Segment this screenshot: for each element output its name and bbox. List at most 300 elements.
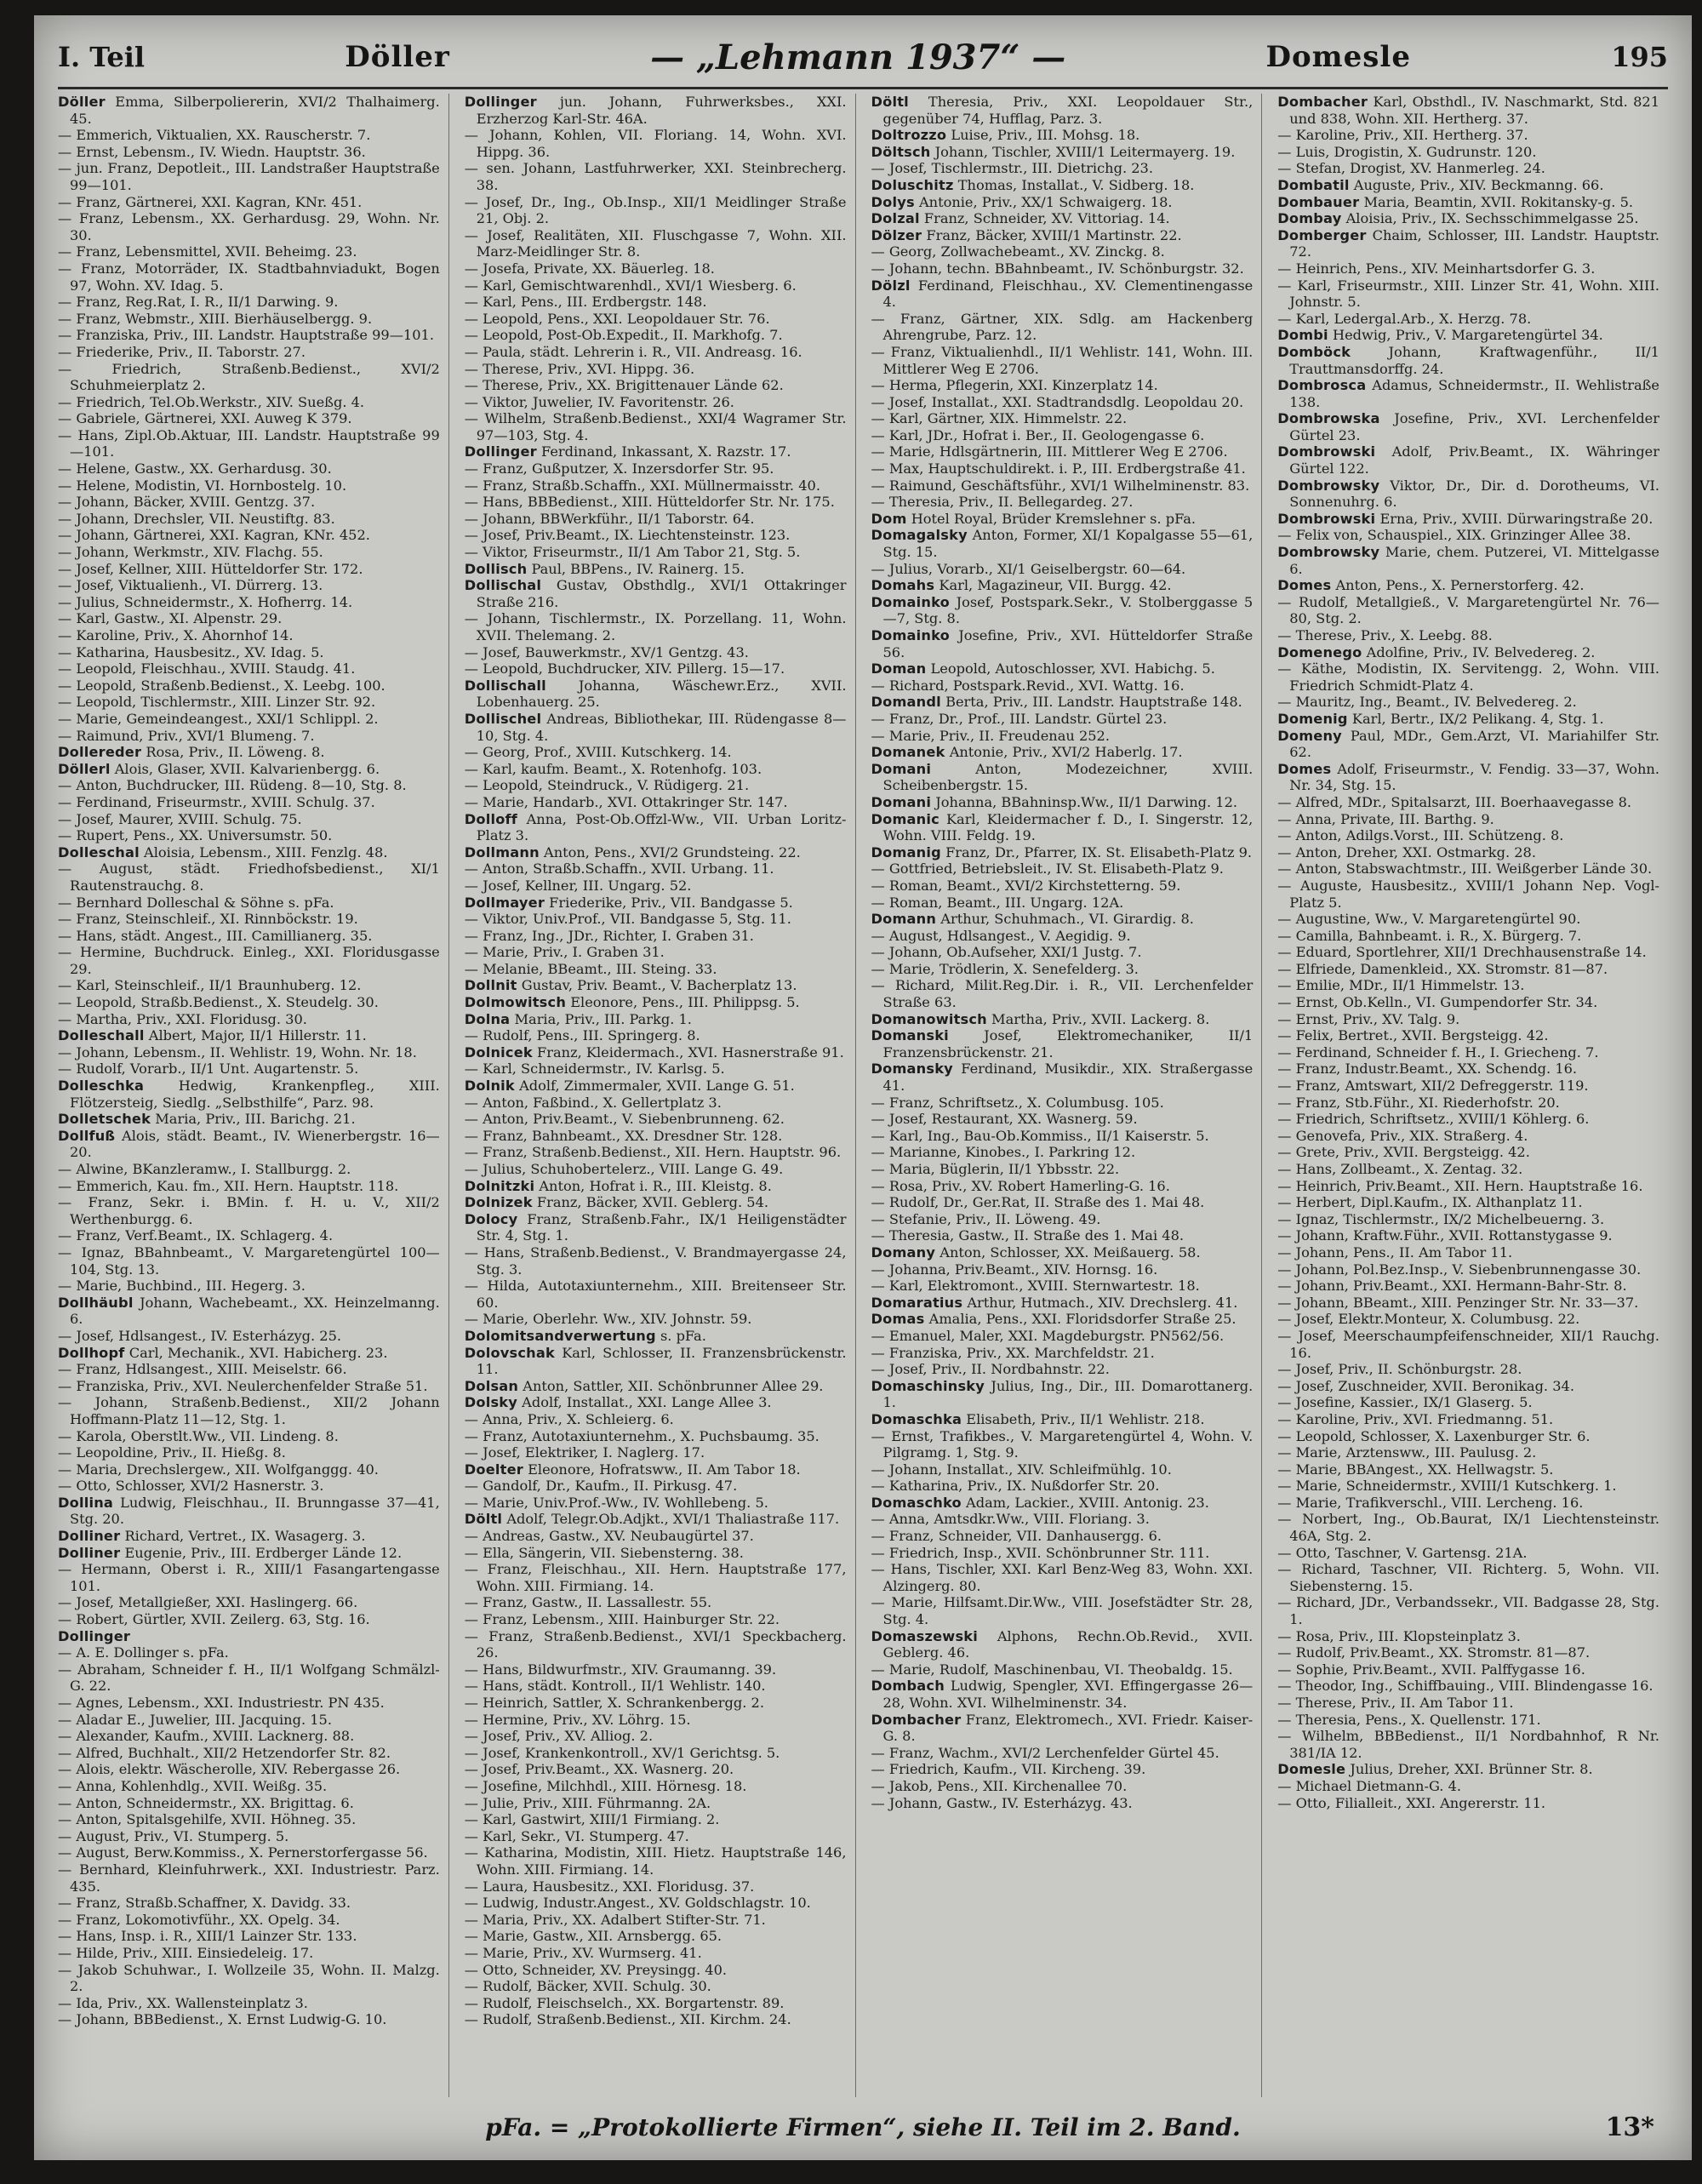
- directory-entry: [58, 994, 440, 1011]
- directory-entry: [58, 1761, 440, 1778]
- directory-entry: [871, 1361, 1254, 1378]
- entry-surname: Doltrozzo: [871, 127, 947, 144]
- directory-entry: [871, 177, 1254, 194]
- directory-entry: [58, 594, 440, 611]
- directory-entry: [871, 895, 1254, 912]
- entry-surname: Dombacher: [871, 1711, 962, 1728]
- entry-text: — Bernhard, Kleinfuhrwerk., XXI. Industriestr. Parz. 435.: [58, 1861, 440, 1895]
- entry-text: — Anton, Stabswachtmstr., III. Weißgerber Lände 30.: [1277, 860, 1653, 878]
- directory-entry: [465, 277, 847, 294]
- directory-entry: [871, 1095, 1254, 1112]
- entry-text: — Helene, Gastw., XX. Gerhardusg. 30.: [58, 460, 332, 477]
- entry-text: — Franz, Straßenb.Bedienst., XII. Hern. Hauptstr. 96.: [464, 1144, 842, 1161]
- entry-text: — Marianne, Kinobes., I. Parkring 12.: [871, 1144, 1136, 1161]
- entry-text: — Josef, Metallgießer, XXI. Haslingerg. 66.: [58, 1594, 358, 1611]
- entry-text: — Josefine, Kassier., IX/1 Glaserg. 5.: [1277, 1394, 1533, 1411]
- page-header: [58, 27, 1668, 89]
- entry-text: — Anton, Buchdrucker, III. Rüdeng. 8—10, Stg. 8.: [58, 777, 407, 794]
- entry-text: — Johann, BBBedienst., X. Ernst Ludwig-G. 10.: [58, 2011, 387, 2028]
- entry-text: — Andreas, Gastw., XV. Neubaugürtel 37.: [464, 1528, 754, 1545]
- directory-entry: [58, 677, 440, 695]
- entry-text: — Otto, Taschner, V. Gartensg. 21A.: [1277, 1544, 1528, 1561]
- directory-entry: [465, 944, 847, 961]
- directory-entry: [871, 1411, 1254, 1428]
- entry-surname: Dollnit: [464, 977, 517, 994]
- directory-entry: [1277, 1078, 1659, 1095]
- directory-entry: [465, 194, 847, 227]
- directory-entry: [58, 327, 440, 344]
- directory-entry: [1277, 1244, 1659, 1261]
- directory-entry: [871, 1345, 1254, 1362]
- entry-text: — Karl, Elektromont., XVIII. Sternwartestr. 18.: [871, 1278, 1200, 1295]
- directory-entry: [465, 311, 847, 328]
- entry-text: Karl, Schlosser, II. Franzensbrückenstr. 11.: [476, 1344, 847, 1378]
- entry-text: — Karl, Sekr., VI. Stumperg. 47.: [464, 1827, 689, 1844]
- directory-entry: [871, 761, 1254, 794]
- entry-text: — Richard, Milit.Reg.Dir. i. R., VII. Lerchenfelder Straße 63.: [871, 977, 1254, 1011]
- directory-entry: [58, 761, 440, 778]
- directory-entry: [871, 1227, 1254, 1244]
- entry-text: — Johann, Pens., II. Am Tabor 11.: [1277, 1244, 1513, 1261]
- entry-text: Johann, Tischler, XVIII/1 Leitermayerg. 19.: [934, 143, 1236, 160]
- entry-text: — Friedrich, Straßenb.Bedienst., XVI/2 Schuhmeierplatz 2.: [58, 360, 440, 394]
- entry-surname: Dombrowsky: [1277, 544, 1380, 561]
- entry-text: Adolfine, Priv., IV. Belvedereg. 2.: [1366, 643, 1596, 660]
- entry-surname: Döltsch: [871, 143, 931, 160]
- directory-entry: [58, 1478, 440, 1495]
- entry-text: — Luis, Drogistin, X. Gudrunstr. 120.: [1277, 143, 1537, 160]
- entry-text: Antonie, Priv., XX/1 Schwaigerg. 18.: [918, 193, 1173, 210]
- entry-text: — Bernhard Dolleschal & Söhne s. pFa.: [58, 894, 334, 911]
- directory-entry: [58, 394, 440, 411]
- entry-text: — Marie, Priv., XV. Wurmserg. 41.: [464, 1944, 702, 1961]
- directory-entry: [465, 994, 847, 1011]
- directory-entry: [465, 1345, 847, 1378]
- entry-surname: Dolnitzki: [464, 1177, 535, 1194]
- entry-text: Adolf, Zimmermaler, XVII. Lange G. 51.: [519, 1078, 795, 1095]
- directory-entry: [465, 860, 847, 878]
- directory-entry: [871, 1194, 1254, 1211]
- entry-text: — Franz, Hdlsangest., XIII. Meiselstr. 66.: [58, 1361, 347, 1378]
- entry-text: — Friedrich, Kaufm., VII. Kircheng. 39.: [871, 1761, 1146, 1778]
- directory-entry: [58, 911, 440, 928]
- entry-text: — Emmerich, Kau. fm., XII. Hern. Hauptstr. 118.: [58, 1177, 399, 1194]
- directory-entry: [465, 344, 847, 361]
- directory-entry: [871, 1295, 1254, 1312]
- directory-entry: [871, 561, 1254, 578]
- directory-entry: [465, 811, 847, 844]
- directory-entry: [465, 677, 847, 711]
- entry-surname: Dollinger: [58, 1627, 131, 1644]
- entry-text: Elisabeth, Priv., II/1 Wehlistr. 218.: [966, 1410, 1205, 1427]
- directory-entry: [465, 1378, 847, 1395]
- entry-text: Maria, Priv., III. Parkg. 1.: [514, 1010, 692, 1027]
- entry-text: — Robert, Gürtler, XVII. Zeilerg. 63, Stg. 16.: [58, 1611, 370, 1628]
- entry-text: — Josef, Maurer, XVIII. Schulg. 75.: [58, 810, 302, 827]
- entry-surname: Dombrowska: [1277, 410, 1380, 427]
- directory-entry: [58, 194, 440, 211]
- entry-text: — Karl, Gemischtwarenhdl., XVI/1 Wiesberg. 6.: [464, 277, 797, 294]
- entry-text: — Ferdinand, Friseurmstr., XVIII. Schulg. 37.: [58, 793, 375, 810]
- entry-text: Aloisia, Lebensm., XIII. Fenzlg. 48.: [144, 843, 388, 860]
- entry-surname: Dolsky: [464, 1394, 518, 1411]
- directory-entry: [58, 260, 440, 294]
- entry-text: Adolf, Friseurmstr., V. Fendig. 33—37, Wohn. Nr. 34, Stg. 15.: [1289, 760, 1659, 794]
- directory-entry: [58, 344, 440, 361]
- directory-entry: [1277, 277, 1659, 311]
- directory-entry: [1277, 1628, 1659, 1645]
- directory-entry: [871, 1761, 1254, 1778]
- entry-text: Anton, Sattler, XII. Schönbrunner Allee 29.: [523, 1377, 824, 1394]
- directory-entry: [58, 210, 440, 243]
- directory-entry: [871, 1461, 1254, 1478]
- directory-entry: [58, 2011, 440, 2028]
- entry-text: — Josef, Hdlsangest., IV. Esterházyg. 25.: [58, 1327, 342, 1344]
- directory-entry: [871, 1011, 1254, 1028]
- entry-text: — Josef, Priv.Beamt., XX. Wasnerg. 20.: [464, 1761, 734, 1778]
- entry-text: — Eduard, Sportlehrer, XII/1 Drechhausenstraße 14.: [1277, 944, 1647, 961]
- entry-surname: Dollereder: [58, 744, 142, 761]
- entry-text: — Leopold, Steindruck., V. Rüdigerg. 21.: [464, 777, 750, 794]
- directory-entry: [871, 527, 1254, 560]
- entry-text: — Katharina, Modistin, XIII. Hietz. Hauptstraße 146, Wohn. XIII. Firmiang. 14.: [464, 1844, 847, 1878]
- directory-entry: [871, 577, 1254, 594]
- entry-text: — Marie, Hdlsgärtnerin, III. Mittlerer Weg E 2706.: [871, 443, 1228, 460]
- entry-text: — Josef, Meerschaumpfeifenschneider, XII/1 Rauchg. 16.: [1277, 1327, 1659, 1361]
- directory-entry: [1277, 1044, 1659, 1061]
- entry-surname: Dombrosca: [1277, 377, 1367, 394]
- entry-text: — Johann, Pol.Bez.Insp., V. Siebenbrunnengasse 30.: [1277, 1261, 1642, 1278]
- directory-entry: [465, 794, 847, 811]
- entry-surname: Domanowitsch: [871, 1010, 987, 1027]
- directory-entry: [465, 1328, 847, 1345]
- directory-entry: [58, 1378, 440, 1395]
- entry-text: — Leopold, Post-Ob.Expedit., II. Markhofg. 7.: [464, 327, 783, 344]
- entry-text: — Karl, JDr., Hofrat i. Ber., II. Geologengasse 6.: [871, 426, 1205, 443]
- directory-entry: [465, 1027, 847, 1044]
- entry-text: — Aladar E., Juwelier, III. Jacquing. 15.: [58, 1711, 333, 1728]
- entry-text: — Theodor, Ing., Schiffbauing., VIII. Blindengasse 16.: [1277, 1678, 1653, 1695]
- directory-entry: [1277, 1394, 1659, 1411]
- directory-entry: [465, 1311, 847, 1328]
- entry-surname: Domenego: [1277, 643, 1362, 660]
- entry-text: Hedwig, Priv., V. Margaretengürtel 34.: [1332, 327, 1603, 344]
- directory-entry: [58, 1995, 440, 2012]
- entry-text: jun. Johann, Fuhrwerksbes., XXI. Erzherzog Karl-Str. 46A.: [476, 94, 847, 127]
- directory-entry: [871, 394, 1254, 411]
- entry-text: — Camilla, Bahnbeamt. i. R., X. Bürgerg. 7.: [1277, 927, 1582, 944]
- directory-entry: [1277, 311, 1659, 328]
- entry-text: — Josef, Krankenkontroll., XV/1 Gerichtsg. 5.: [464, 1744, 780, 1761]
- entry-text: — Wilhelm, BBBedienst., II/1 Nordbahnhof, R Nr. 381/IA 12.: [1277, 1728, 1659, 1761]
- directory-entry: [465, 294, 847, 311]
- directory-entry: [871, 694, 1254, 711]
- entry-text: — Friedrich, Schriftsetz., XVIII/1 Köhlerg. 6.: [1277, 1111, 1590, 1128]
- entry-surname: Dolliner: [58, 1544, 121, 1561]
- directory-entry: [58, 1011, 440, 1028]
- entry-text: — Viktor, Friseurmstr., II/1 Am Tabor 21, Stg. 5.: [464, 544, 801, 561]
- entry-text: — August, Priv., VI. Stumperg. 5.: [58, 1827, 289, 1844]
- entry-text: Rosa, Priv., II. Löweng. 8.: [146, 744, 325, 761]
- directory-entry: [465, 544, 847, 561]
- directory-entry: [871, 594, 1254, 627]
- entry-text: — Johann, techn. BBahnbeamt., IV. Schönburgstr. 32.: [871, 260, 1244, 277]
- directory-entry: [465, 2011, 847, 2028]
- entry-text: — Alois, elektr. Wäscherolle, XIV. Rebergasse 26.: [58, 1761, 401, 1778]
- entry-text: — Rudolf, Dr., Ger.Rat, II. Straße des 1. Mai 48.: [871, 1194, 1205, 1211]
- directory-entry: [1277, 344, 1659, 377]
- entry-text: — Johann, BBWerkführ., II/1 Taborstr. 64.: [464, 510, 755, 527]
- entry-text: — Theresia, Priv., II. Bellegardeg. 27.: [871, 494, 1134, 511]
- entry-surname: Doelter: [464, 1461, 523, 1478]
- entry-text: — Karl, Pens., III. Erdbergstr. 148.: [464, 294, 707, 311]
- entry-text: — Marie, Arztensww., III. Paulusg. 2.: [1277, 1444, 1537, 1461]
- entry-surname: Dollisch: [464, 560, 528, 577]
- directory-entry: [871, 127, 1254, 144]
- entry-text: — Michael Dietmann-G. 4.: [1277, 1777, 1462, 1794]
- entry-text: — Friederike, Priv., II. Taborstr. 27.: [58, 343, 306, 360]
- entry-surname: Döllerl: [58, 760, 111, 777]
- entry-surname: Dollischal: [464, 577, 542, 594]
- entry-surname: Domaschko: [871, 1494, 962, 1511]
- entry-text: — August, Berw.Kommiss., X. Pernerstorfergasse 56.: [58, 1844, 428, 1861]
- entry-text: — Stefan, Drogist, XV. Hanmerleg. 24.: [1277, 160, 1545, 177]
- directory-entry: [1277, 1411, 1659, 1428]
- directory-entry: [871, 94, 1254, 127]
- directory-entry: [58, 1428, 440, 1445]
- entry-surname: Döller: [58, 94, 106, 110]
- entry-text: — Franz, Bahnbeamt., XX. Dresdner Str. 128.: [464, 1127, 783, 1144]
- entry-text: — Johann, Ob.Aufseher, XXI/1 Justg. 7.: [871, 944, 1142, 961]
- entry-surname: Dolocy: [464, 1210, 518, 1227]
- entry-text: — Jakob Schuhwar., I. Wollzeile 35, Wohn. II. Malzg. 2.: [58, 1961, 440, 1995]
- directory-entry: [465, 477, 847, 495]
- entry-text: Erna, Priv., XVIII. Dürwaringstraße 20.: [1379, 510, 1653, 527]
- directory-entry: [1277, 377, 1659, 410]
- directory-entry: [1277, 860, 1659, 878]
- directory-entry: [1277, 1144, 1659, 1161]
- directory-entry: [1277, 878, 1659, 911]
- entry-text: — Karl, Schneidermstr., IV. Karlsg. 5.: [464, 1061, 725, 1078]
- entry-surname: Doluschitz: [871, 176, 954, 193]
- entry-text: — Stefanie, Priv., II. Löweng. 49.: [871, 1210, 1101, 1227]
- directory-entry: [465, 744, 847, 761]
- entry-surname: Domesle: [1277, 1761, 1346, 1778]
- entry-text: — Johanna, Priv.Beamt., XIV. Hornsg. 16.: [871, 1261, 1158, 1278]
- directory-entry: [871, 260, 1254, 277]
- entry-text: Thomas, Installat., V. Sidberg. 18.: [957, 176, 1195, 193]
- directory-entry: [465, 1828, 847, 1845]
- footer-note: pFa. = „Protokollierte Firmen“, siehe II. Teil im 2. Band.: [485, 2113, 1241, 2141]
- entry-text: — Marie, Buchbind., III. Hegerg. 3.: [58, 1278, 306, 1295]
- directory-entry: [58, 527, 440, 544]
- entry-text: Richard, Vertret., IX. Wasagerg. 3.: [124, 1528, 366, 1545]
- page-footer: [58, 2106, 1668, 2148]
- entry-text: — Franz, Webmstr., XIII. Bierhäuselbergg. 9.: [58, 310, 373, 327]
- directory-entry: [871, 160, 1254, 177]
- entry-surname: Dombatil: [1277, 176, 1350, 193]
- entry-text: — Felix, Bertret., XVII. Bergsteigg. 42.: [1277, 1027, 1549, 1044]
- entry-text: — Anton, Straßb.Schaffn., XVII. Urbang. 11.: [464, 860, 774, 878]
- entry-surname: Dollina: [58, 1494, 114, 1511]
- entry-text: — Theresia, Gastw., II. Straße des 1. Mai 48.: [871, 1227, 1185, 1244]
- entry-text: — Georg, Zollwachebeamt., XV. Zinckg. 8.: [871, 243, 1165, 260]
- entry-text: — Heinrich, Priv.Beamt., XII. Hern. Hauptstraße 16.: [1277, 1177, 1643, 1194]
- entry-text: — Franz, Gärtnerei, XXI. Kagran, KNr. 451.: [58, 193, 363, 210]
- column-4: [1277, 94, 1668, 2097]
- entry-text: — Raimund, Priv., XVI/1 Blumeng. 7.: [58, 727, 315, 744]
- column-2: [465, 94, 856, 2097]
- directory-entry: [1277, 1111, 1659, 1128]
- entry-text: Aloisia, Priv., IX. Sechsschimmelgasse 25.: [1345, 210, 1639, 227]
- directory-entry: [465, 1495, 847, 1512]
- directory-entry: [58, 1061, 440, 1078]
- directory-entry: [871, 227, 1254, 244]
- directory-entry: [1277, 227, 1659, 260]
- entry-text: — Hans, Insp. i. R., XIII/1 Lainzer Str. 133.: [58, 1928, 357, 1945]
- entry-surname: Domany: [871, 1244, 936, 1261]
- entry-text: — Josef, Kellner, XIII. Hütteldorfer Str. 172.: [58, 560, 363, 577]
- directory-entry: [58, 1778, 440, 1795]
- directory-entry: [58, 127, 440, 144]
- entry-text: Karl, Magazineur, VII. Burgg. 42.: [939, 577, 1172, 594]
- entry-text: Albert, Major, II/1 Hillerstr. 11.: [148, 1027, 367, 1044]
- entry-text: — Johann, Tischlermstr., IX. Porzellang. 11, Wohn. XVII. Thelemang. 2.: [464, 610, 847, 643]
- directory-entry: [871, 1178, 1254, 1195]
- entry-text: — Hans, Bildwurfmstr., XIV. Graumanng. 39.: [464, 1661, 777, 1678]
- entry-surname: Domagalsky: [871, 527, 968, 544]
- entry-text: — Hans, Zipl.Ob.Aktuar, III. Landstr. Hauptstraße 99—101.: [58, 426, 440, 460]
- entry-text: — Leopold, Pens., XXI. Leopoldauer Str. 76.: [464, 310, 770, 327]
- directory-entry: [871, 443, 1254, 460]
- directory-entry: [58, 1861, 440, 1895]
- entry-text: Paul, MDr., Gem.Arzt, VI. Mariahilfer Str. 62.: [1289, 727, 1660, 761]
- directory-entry: [465, 644, 847, 661]
- directory-entry: [58, 1227, 440, 1244]
- column-3: [871, 94, 1263, 2097]
- directory-entry: [465, 1394, 847, 1411]
- entry-text: — Agnes, Lebensm., XXI. Industriestr. PN 435.: [58, 1695, 385, 1711]
- entry-text: — Josef, Viktualienh., VI. Dürrerg. 13.: [58, 577, 323, 594]
- directory-entry: [465, 327, 847, 344]
- entry-text: — Rosa, Priv., XV. Robert Hamerling-G. 16.: [871, 1177, 1170, 1194]
- entry-text: — Norbert, Ing., Ob.Baurat, IX/1 Liechtensteinstr. 46A, Stg. 2.: [1277, 1511, 1659, 1545]
- entry-text: — Josef, Priv., II. Nordbahnstr. 22.: [871, 1361, 1110, 1378]
- entry-text: — Julie, Priv., XIII. Führmanng. 2A.: [464, 1794, 711, 1811]
- directory-entry: [465, 1128, 847, 1145]
- entry-text: — Franz, Sekr. i. BMin. f. H. u. V., XII/2 Werthenburgg. 6.: [58, 1194, 440, 1227]
- entry-text: — Käthe, Modistin, IX. Servitengg. 2, Wohn. VIII. Friedrich Schmidt-Platz 4.: [1277, 660, 1659, 694]
- entry-surname: Dolnizek: [464, 1194, 533, 1211]
- entry-text: — Josef, Elektr.Monteur, X. Columbusg. 22.: [1277, 1311, 1580, 1328]
- entry-text: — Marie, Univ.Prof.-Ww., IV. Wohllebeng. 5.: [464, 1494, 768, 1511]
- entry-text: — Ella, Sängerin, VII. Siebensterng. 38.: [464, 1544, 744, 1561]
- entry-text: — Franziska, Priv., XVI. Neulerchenfelder Straße 51.: [58, 1377, 428, 1394]
- directory-entry: [871, 511, 1254, 528]
- entry-text: — Josefa, Private, XX. Bäuerleg. 18.: [464, 260, 715, 277]
- entry-text: Adamus, Schneidermstr., II. Wehlistraße 138.: [1289, 377, 1659, 410]
- directory-entry: [1277, 1328, 1659, 1361]
- entry-text: — Friedrich, Tel.Ob.Werkstr., XIV. Sueßg. 4.: [58, 393, 365, 410]
- directory-entry: [1277, 1661, 1659, 1678]
- directory-entry: [465, 1661, 847, 1678]
- directory-entry: [871, 1211, 1254, 1228]
- entry-text: — Herbert, Dipl.Kaufm., IX. Althanplatz 11.: [1277, 1194, 1583, 1211]
- directory-entry: [871, 1261, 1254, 1278]
- entry-surname: Dolys: [871, 193, 915, 210]
- directory-entry: [1277, 811, 1659, 828]
- directory-entry: [1277, 911, 1659, 928]
- directory-entry: [1277, 944, 1659, 961]
- entry-text: — Marie, Hilfsamt.Dir.Ww., VIII. Josefstädter Str. 28, Stg. 4.: [871, 1594, 1254, 1628]
- directory-entry: [1277, 827, 1659, 844]
- entry-text: Franz, Bäcker, XVII. Geblerg. 54.: [536, 1194, 769, 1211]
- directory-entry: [871, 194, 1254, 211]
- directory-entry: [465, 1178, 847, 1195]
- entry-text: — Karl, Gastwirt, XIII/1 Firmiang. 2.: [464, 1811, 720, 1828]
- entry-text: Anton, Former, XI/1 Kopalgasse 55—61, Stg. 15.: [882, 527, 1254, 561]
- entry-text: — Johann, Installat., XIV. Schleifmühlg. 10.: [871, 1461, 1172, 1478]
- directory-entry: [465, 610, 847, 643]
- directory-entry: [465, 1111, 847, 1128]
- entry-text: — Leopold, Fleischhau., XVIII. Staudg. 41.: [58, 660, 356, 677]
- directory-entry: [465, 1528, 847, 1545]
- directory-entry: [58, 1545, 440, 1562]
- directory-entry: [871, 711, 1254, 728]
- directory-entry: [465, 1778, 847, 1795]
- directory-entry: [1277, 627, 1659, 644]
- entry-text: — Augustine, Ww., V. Margaretengürtel 90.: [1277, 911, 1581, 928]
- entry-surname: Domböck: [1277, 343, 1351, 360]
- entry-text: Anton, Pens., XVI/2 Grundsteing. 22.: [544, 843, 801, 860]
- directory-entry: [58, 1244, 440, 1278]
- entry-surname: Dolnik: [464, 1078, 515, 1095]
- directory-entry: [1277, 1444, 1659, 1461]
- directory-entry: [465, 1444, 847, 1461]
- entry-text: — Johann, Kraftw.Führ., XVII. Rottanstygasse 9.: [1277, 1227, 1613, 1244]
- entry-text: — Gottfried, Betriebsleit., IV. St. Elisabeth-Platz 9.: [871, 860, 1224, 878]
- directory-entry: [1277, 660, 1659, 694]
- entry-text: Friederike, Priv., VII. Bandgasse 5.: [549, 894, 793, 911]
- entry-text: — Rudolf, Pens., III. Springerg. 8.: [464, 1027, 700, 1044]
- entry-text: — Max, Hauptschuldirekt. i. P., III. Erdbergstraße 41.: [871, 460, 1246, 477]
- directory-entry: [58, 1811, 440, 1828]
- entry-text: — Franziska, Priv., XX. Marchfeldstr. 21.: [871, 1344, 1155, 1361]
- entry-text: — Johann, BBeamt., XIII. Penzinger Str. Nr. 33—37.: [1277, 1294, 1639, 1311]
- entry-text: — Marie, Trafikverschl., VIII. Lercheng. 16.: [1277, 1494, 1584, 1511]
- directory-entry: [58, 361, 440, 394]
- entry-text: — Roman, Beamt., XVI/2 Kirchstetterng. 59.: [871, 877, 1181, 894]
- directory-entry: [871, 1111, 1254, 1128]
- entry-text: Alphons, Rechn.Ob.Revid., XVII. Geblerg. 46.: [882, 1627, 1254, 1661]
- directory-entry: [1277, 1795, 1659, 1812]
- directory-entry: [465, 1278, 847, 1311]
- directory-entry: [465, 928, 847, 945]
- directory-entry: [58, 1161, 440, 1178]
- entry-text: Ferdinand, Inkassant, X. Razstr. 17.: [540, 443, 791, 460]
- directory-entry: [871, 427, 1254, 444]
- entry-text: — Josef, Priv., XV. Alliog. 2.: [464, 1728, 654, 1745]
- directory-entry: [58, 460, 440, 477]
- directory-entry: [871, 277, 1254, 311]
- entry-text: — Karl, Ledergal.Arb., X. Herzg. 78.: [1277, 310, 1532, 327]
- entry-surname: Domberger: [1277, 226, 1367, 243]
- entry-text: — Anna, Amtsdkr.Ww., VIII. Floriang. 3.: [871, 1511, 1150, 1528]
- directory-entry: [465, 777, 847, 794]
- directory-entry: [1277, 1227, 1659, 1244]
- entry-text: Josef, Elektromechaniker, II/1 Franzensbrückenstr. 21.: [882, 1027, 1254, 1061]
- directory-entry: [58, 1594, 440, 1611]
